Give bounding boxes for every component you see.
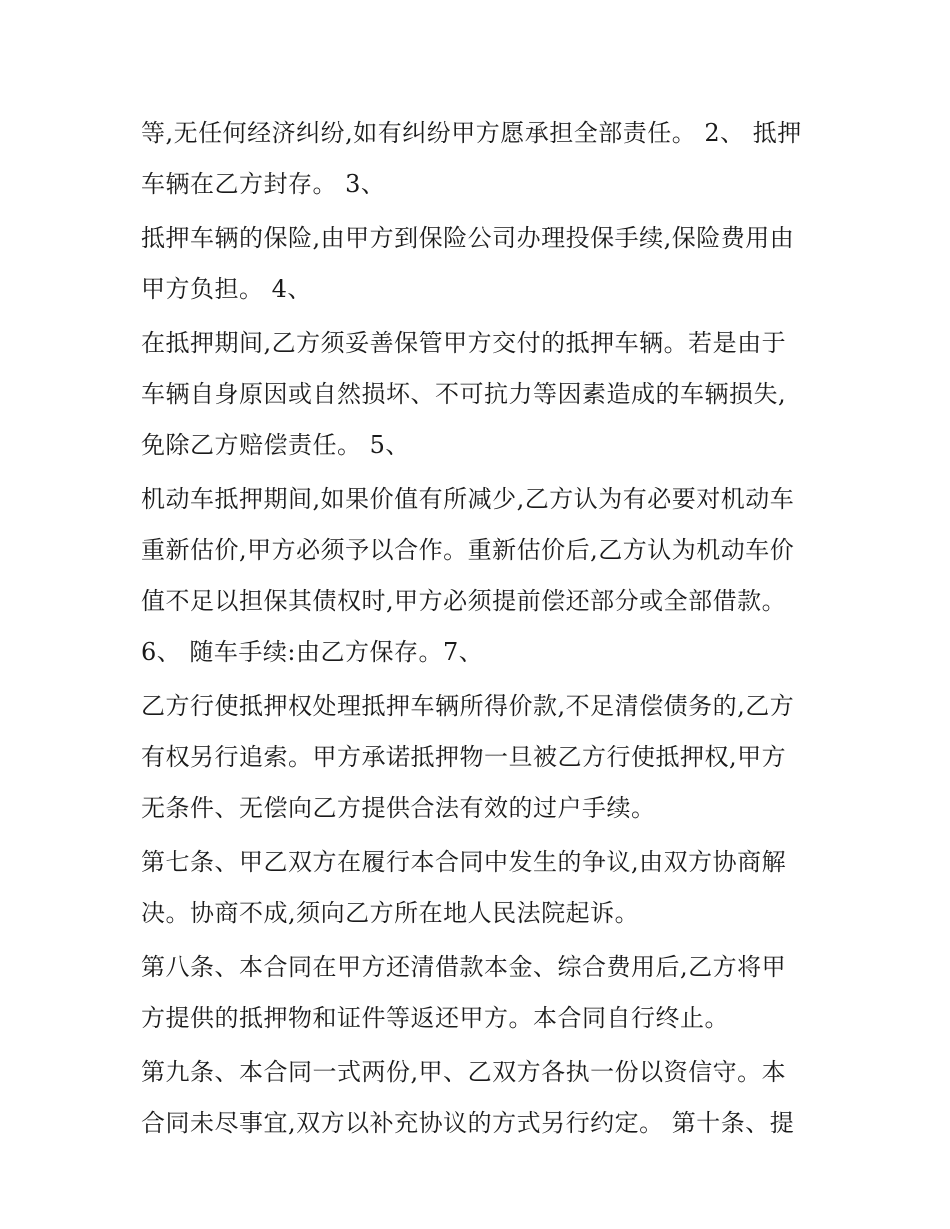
text-line: 6、 随车手续:由乙方保存。7、 (141, 638, 484, 666)
text-line: 合同未尽事宜,双方以补充协议的方式另行约定。 第十条、提 (141, 1109, 795, 1137)
text-line: 第九条、本合同一式两份,甲、乙双方各执一份以资信守。本 (141, 1058, 787, 1086)
text-line: 方提供的抵押物和证件等返还甲方。本合同自行终止。 (141, 1004, 729, 1032)
text-line: 机动车抵押期间,如果价值有所减少,乙方认为有必要对机动车 (141, 485, 795, 513)
text-line: 甲方负担。 4、 (141, 275, 312, 303)
text-line: 值不足以担保其债权时,甲方必须提前偿还部分或全部借款。 (141, 587, 787, 615)
text-line: 乙方行使抵押权处理抵押车辆所得价款,不足清偿债务的,乙方 (141, 692, 795, 720)
text-line: 在抵押期间,乙方须妥善保管甲方交付的抵押车辆。若是由于 (141, 329, 787, 357)
text-line: 等,无任何经济纠纷,如有纠纷甲方愿承担全部责任。 2、 抵押 (141, 119, 802, 147)
text-line: 第七条、甲乙双方在履行本合同中发生的争议,由双方协商解 (141, 848, 787, 876)
text-line: 车辆在乙方封存。 3、 (141, 170, 386, 198)
text-line: 第八条、本合同在甲方还清借款本金、综合费用后,乙方将甲 (141, 953, 787, 981)
text-line: 抵押车辆的保险,由甲方到保险公司办理投保手续,保险费用由 (141, 224, 795, 252)
text-line: 免除乙方赔偿责任。 5、 (141, 431, 410, 459)
text-line: 决。协商不成,须向乙方所在地人民法院起诉。 (141, 899, 640, 927)
text-line: 有权另行追索。甲方承诺抵押物一旦被乙方行使抵押权,甲方 (141, 743, 787, 771)
text-line: 重新估价,甲方必须予以合作。重新估价后,乙方认为机动车价 (141, 536, 795, 564)
document-body (141, 108, 821, 1149)
text-line: 无条件、无偿向乙方提供合法有效的过户手续。 (141, 794, 656, 822)
text-line: 车辆自身原因或自然损坏、不可抗力等因素造成的车辆损失, (141, 380, 787, 408)
